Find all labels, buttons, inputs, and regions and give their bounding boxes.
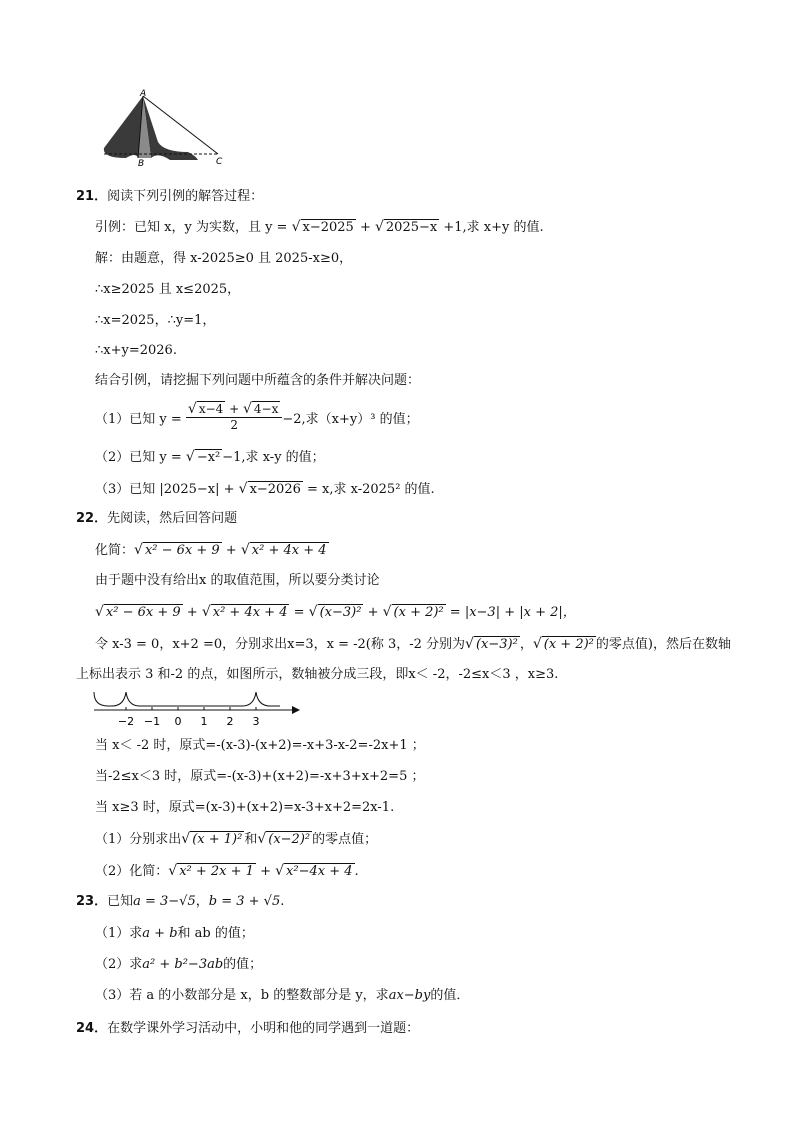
q21-lead: 结合引例，请挖掘下列问题中所蕴含的条件并解决问题： [95,373,421,388]
q21-p1-fraction: $\frac{√ x-4 + √ 4-x}{2}$ [186,402,282,433]
q21-part-3: （3）已知 |2025−x| + √ x−2026 = x,求 x-2025² 的值. [95,481,435,497]
q22-head: 先阅读，然后回答问题 [107,511,238,526]
q23-number: 23． [76,894,108,909]
q21-head: 阅读下列引例的解答过程： [107,189,264,204]
q21-example-tail: +1,求 x+y 的值. [439,220,544,235]
label-a: A [140,89,147,99]
triangle-figure [96,86,236,170]
q24-heading [76,1020,419,1038]
q24-number: 24． [76,1021,108,1036]
q21-part-1 [95,401,419,435]
q21-p3-radical: √ x−2026 [238,481,301,497]
q22-note: 由于题中没有给出x 的取值范围，所以要分类讨论 [95,573,380,588]
q22-heading [76,510,237,528]
q21-p1-post: −2,求（x+y）³ 的值； [282,412,419,427]
q21-heading [76,188,263,206]
axis-tick-label: 2 [226,715,234,728]
q21-p2-radical: √ −x² [185,449,221,465]
q21-number: 21． [76,189,108,204]
q21-example-text: 引例：已知 x，y 为实数，且 y = [95,220,292,235]
q21-example [95,218,544,237]
q22-number: 22． [76,511,108,526]
dark-shape-left [104,96,143,158]
q21-part-2: （2）已知 y = √ −x² −1,求 x-y 的值； [95,449,325,465]
axis-tick-label: −2 [117,715,135,728]
dark-shape-right [143,96,198,160]
q22-zero-line-1: 令 x-3 = 0，x+2 =0，分别求出x=3，x = -2(称 3，-2 分别为√ (x−3)² ，√ (x + 2)² 的零点值)，然后在数轴 [95,636,731,652]
q23-part-1: （1）求a + b和 ab 的值； [95,926,254,941]
q22-zero-line-2: 上标出表示 3 和-2 的点，如图所示，数轴被分成三段，即x＜ -2，-2≤x＜3 ，x≥3. [76,667,559,682]
q21-step-1: 解：由题意，得 x-2025≥0 且 2025-x≥0， [95,251,353,266]
q21-step-3: ∴x=2025，∴y=1， [95,313,216,328]
q23-heading: 23．已知a = 3−√5，b = 3 + √5. [76,894,285,909]
q23-part-2: （2）求a² + b²−3ab的值； [95,957,263,972]
axis-tick-label: 0 [174,715,182,728]
axis-tick-label: −1 [143,715,161,728]
number-line [92,690,304,730]
q21-radical-1: √ x−2025 [291,219,354,235]
q22-case-1: 当 x＜ -2 时，原式=-(x-3)-(x+2)=-x+3-x-2=-2x+1 ； [95,738,425,753]
q22-part-2: （2）化简：√ x² + 2x + 1 + √ x²−4x + 4 . [95,863,359,879]
q24-head: 在数学课外学习活动中，小明和他的同学遇到一道题： [107,1021,420,1036]
q21-p1-pre: （1）已知 y = [95,412,182,427]
q22-simplify: 化简：√ x² − 6x + 9 + √ x² + 4x + 4 [95,542,327,558]
label-c: C [216,157,223,167]
axis-tick-label: 1 [200,715,208,728]
q22-equation: √ x² − 6x + 9 + √ x² + 4x + 4 = √ (x−3)² + √ (x + 2)² = |x−3| + |x + 2|， [95,604,576,620]
q22-part-1: （1）分别求出√ (x + 1)² 和√ (x−2)² 的零点值； [95,831,378,847]
axis-tick-label: 3 [252,715,260,728]
q21-step-2: ∴x≥2025 且 x≤2025， [95,282,241,297]
label-b: B [138,159,145,169]
q21-radical-2: √ 2025−x [374,219,438,235]
q21-plus: + [355,220,375,235]
q21-step-4: ∴x+y=2026. [95,343,177,358]
q22-case-3: 当 x≥3 时，原式=(x-3)+(x+2)=x-3+x+2=2x-1. [95,800,395,815]
q23-part-3: （3）若 a 的小数部分是 x，b 的整数部分是 y，求ax−by的值． [95,988,470,1003]
q22-case-2: 当-2≤x＜3 时，原式=-(x-3)+(x+2)=-x+3+x+2=5 ； [95,769,425,784]
